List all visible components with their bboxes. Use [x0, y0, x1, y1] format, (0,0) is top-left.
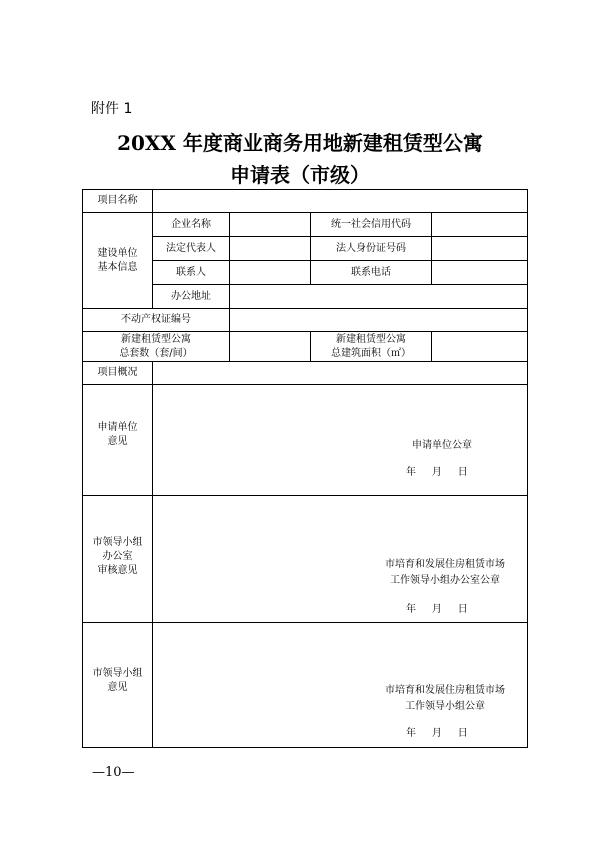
- builder-info-label: [83, 213, 153, 309]
- office-opinion-line2: 办公室: [102, 551, 133, 562]
- office-address-field: [230, 285, 528, 309]
- credit-code-field: [432, 213, 528, 237]
- row-totals: [83, 332, 528, 362]
- office-address-label: 办公地址: [153, 285, 230, 309]
- applicant-opinion-label: [83, 385, 153, 496]
- office-seal-line1: 市培育和发展住房租赁市场: [385, 559, 505, 570]
- total-units-line1: 新建租赁型公寓: [121, 333, 191, 345]
- group-opinion-field: [153, 623, 528, 748]
- group-seal: [365, 683, 525, 715]
- office-seal-line2: 工作领导小组办公室公章: [390, 575, 500, 586]
- phone-field: [432, 261, 528, 285]
- application-form-table: [82, 189, 528, 748]
- total-area-line1: 新建租赁型公寓: [336, 333, 406, 345]
- form-title-line2: 申请表（市级）: [230, 163, 370, 187]
- group-opinion-line1: 市领导小组: [92, 668, 143, 679]
- row-property-cert: [83, 309, 528, 332]
- total-units-label: [83, 332, 230, 362]
- row-company: [83, 213, 528, 237]
- contact-field: [230, 261, 311, 285]
- group-date: 年 月 日: [406, 728, 468, 739]
- row-overview: [83, 362, 528, 385]
- office-opinion-label: [83, 496, 153, 623]
- company-name-field: [230, 213, 311, 237]
- group-opinion-label: [83, 623, 153, 748]
- attachment-label: 附件 1: [91, 101, 133, 117]
- office-date: 年 月 日: [406, 604, 468, 615]
- office-opinion-field: [153, 496, 528, 623]
- applicant-opinion-line2: 意见: [107, 436, 128, 447]
- phone-label: 联系电话: [311, 261, 432, 285]
- applicant-date: 年 月 日: [406, 467, 468, 478]
- overview-field: [153, 362, 528, 385]
- project-name-field: [153, 190, 528, 213]
- company-name-label: 企业名称: [153, 213, 230, 237]
- contact-label: 联系人: [153, 261, 230, 285]
- row-group-opinion: [83, 623, 528, 748]
- total-area-line2: 总建筑面积（㎡）: [331, 347, 411, 359]
- group-seal-line1: 市培育和发展住房租赁市场: [385, 685, 505, 696]
- office-seal: [365, 557, 525, 589]
- total-area-field: [432, 332, 528, 362]
- legal-id-label: 法人身份证号码: [311, 237, 432, 261]
- page-number: —10—: [92, 765, 135, 780]
- builder-info-line1: 建设单位: [97, 247, 138, 259]
- total-units-field: [230, 332, 311, 362]
- group-opinion-line2: 意见: [107, 682, 128, 693]
- legal-id-field: [432, 237, 528, 261]
- total-units-line2: 总套数（套/间）: [119, 347, 193, 359]
- total-area-label: [311, 332, 432, 362]
- overview-label: 项目概况: [83, 362, 153, 385]
- applicant-seal: 申请单位公章: [412, 440, 472, 451]
- applicant-opinion-line1: 申请单位: [97, 422, 138, 433]
- legal-rep-field: [230, 237, 311, 261]
- row-applicant-opinion: [83, 385, 528, 496]
- legal-rep-label: 法定代表人: [153, 237, 230, 261]
- row-project-name: [83, 190, 528, 213]
- office-opinion-line3: 审核意见: [97, 565, 138, 576]
- credit-code-label: 统一社会信用代码: [311, 213, 432, 237]
- applicant-opinion-field: [153, 385, 528, 496]
- property-cert-field: [230, 309, 528, 332]
- form-title-line1: 20XX 年度商业商务用地新建租赁型公寓: [117, 131, 483, 155]
- row-office-opinion: [83, 496, 528, 623]
- office-opinion-line1: 市领导小组: [92, 537, 143, 548]
- project-name-label: 项目名称: [83, 190, 153, 213]
- group-seal-line2: 工作领导小组公章: [405, 701, 485, 712]
- builder-info-line2: 基本信息: [97, 261, 138, 273]
- property-cert-label: 不动产权证编号: [83, 309, 230, 332]
